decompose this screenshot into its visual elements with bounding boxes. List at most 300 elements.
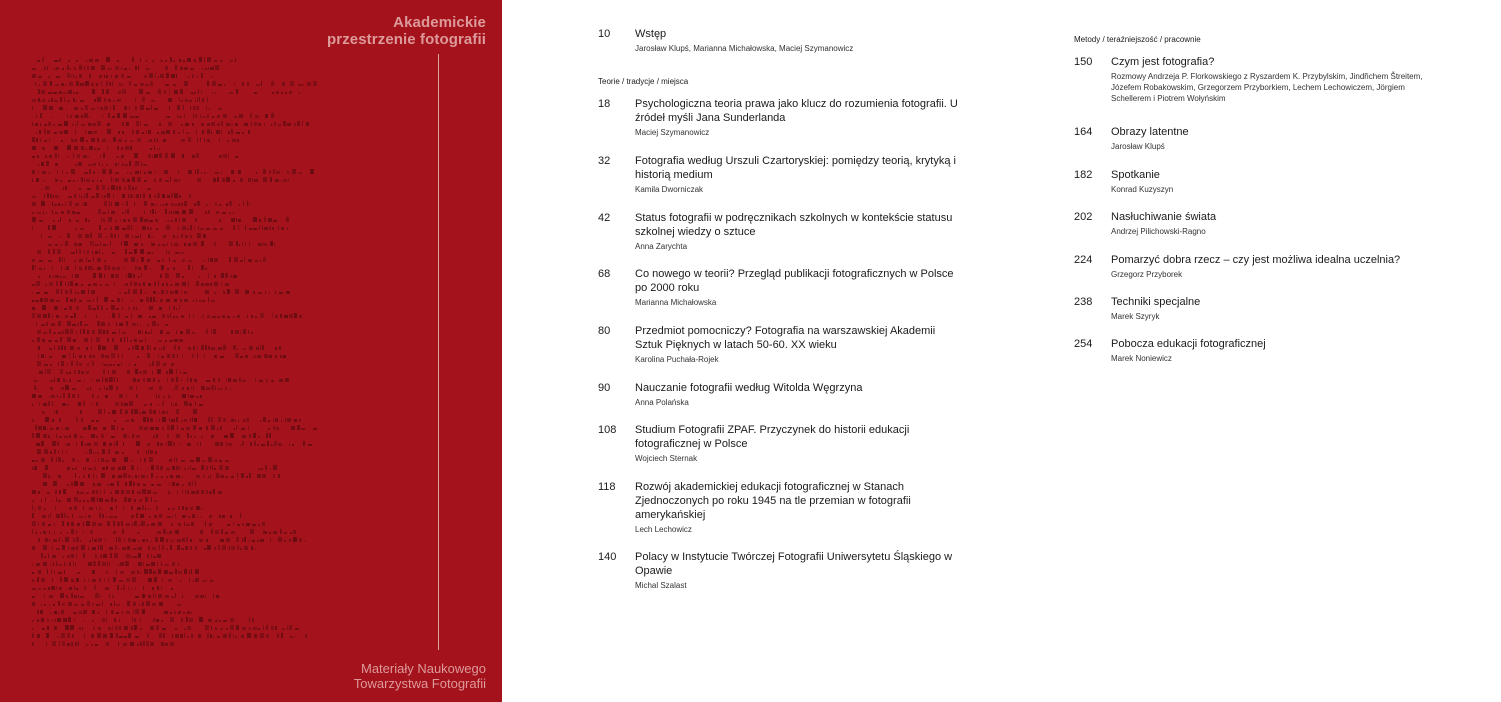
cover-glyph-mark [167,425,170,430]
cover-glyph-mark [226,203,228,206]
cover-glyph-mark [101,354,104,358]
cover-glyph-mark [125,561,129,566]
cover-glyph-mark [71,139,74,142]
cover-glyph-mark [182,355,183,358]
cover-glyph-mark [56,281,58,286]
toc-entry-authors: Michal Szalast [635,581,687,590]
cover-glyph-mark [252,524,256,526]
cover-glyph-mark [215,172,219,174]
cover-glyph-mark [151,203,154,206]
cover-glyph-mark [272,227,274,230]
cover-glyph-mark [94,467,96,470]
cover-glyph-mark [122,332,126,334]
cover-glyph-mark [58,601,60,606]
cover-glyph-mark [193,409,197,414]
cover-glyph-mark [78,460,79,462]
cover-glyph-mark [169,483,170,486]
cover-glyph-mark [233,275,237,278]
cover-glyph-mark [32,620,34,622]
cover-glyph-mark [207,114,209,118]
cover-glyph-mark [108,113,110,118]
cover-glyph-mark [126,321,128,326]
cover-glyph-mark [147,324,149,326]
cover-glyph-mark [140,289,142,294]
cover-glyph-mark [260,539,264,542]
cover-glyph-mark [178,523,181,526]
cover-glyph-mark [84,633,85,638]
cover-glyph-mark [63,276,66,278]
cover-glyph-mark [118,163,119,166]
cover-glyph-mark [303,84,304,86]
cover-glyph-mark [72,275,73,278]
cover-glyph-mark [32,340,34,342]
cover-glyph-mark [121,428,124,430]
cover-glyph-mark [76,92,78,94]
cover-glyph-mark [153,297,155,302]
cover-glyph-mark [145,84,149,86]
cover-glyph-mark [171,402,172,406]
cover-glyph-mark [279,346,281,350]
cover-glyph-mark [190,395,194,398]
cover-glyph-mark [121,67,122,70]
cover-glyph-mark [75,164,77,166]
cover-glyph-mark [256,172,257,174]
cover-glyph-mark [211,131,212,134]
cover-glyph-mark [153,435,155,438]
cover-glyph-mark [136,513,138,518]
cover-glyph-mark [101,322,105,326]
cover-glyph-mark [89,59,93,62]
cover-glyph-mark [99,225,101,230]
cover-glyph-mark [130,642,134,646]
cover-glyph-mark [91,420,94,422]
cover-glyph-mark [193,425,196,430]
cover-glyph-mark [281,633,283,638]
cover-glyph-mark [262,522,265,526]
cover-glyph-mark [225,283,229,286]
cover-glyph-mark [98,329,102,334]
cover-glyph-mark [274,441,277,446]
cover-glyph-mark [299,92,300,94]
cover-glyph-mark [193,113,194,118]
cover-glyph-mark [131,506,133,510]
cover-glyph-mark [191,634,193,638]
cover-glyph-mark [109,547,113,550]
cover-glyph-mark [192,266,193,270]
cover-glyph-mark [240,444,241,446]
cover-glyph-mark [40,298,43,302]
cover-glyph-mark [133,217,137,222]
toc-entry-title: Studium Fotografii ZPAF. Przyczynek do historii edukacji fotograficznej w Polsce [635,424,910,450]
cover-glyph-mark [220,60,223,62]
cover-glyph-mark [157,148,158,150]
cover-glyph-mark [121,521,123,526]
cover-glyph-mark [141,273,142,278]
cover-glyph-mark [160,537,164,542]
cover-glyph-mark [235,330,239,334]
cover-glyph-mark [253,627,257,630]
cover-glyph-mark [86,60,87,62]
cover-glyph-mark [108,99,111,102]
cover-glyph-mark [210,466,211,470]
cover-glyph-mark [206,490,208,494]
cover-glyph-mark [153,571,156,574]
cover-glyph-mark [198,89,199,94]
cover-glyph-mark [227,289,230,294]
cover-glyph-mark [95,59,99,62]
cover-glyph-mark [82,204,83,206]
cover-glyph-mark [32,284,35,286]
cover-glyph-mark [204,172,206,174]
cover-glyph-mark [131,409,133,414]
cover-glyph-mark [73,612,77,614]
cover-glyph-mark [73,74,74,78]
cover-glyph-mark [53,562,54,566]
cover-glyph-mark [139,412,141,414]
cover-glyph-mark [171,596,174,598]
table-of-contents-page [502,0,1501,702]
cover-glyph-mark [71,75,72,78]
cover-glyph-mark [109,385,113,390]
cover-glyph-mark [114,443,115,446]
cover-glyph-mark [46,642,47,646]
cover-glyph-mark [46,161,49,166]
cover-glyph-mark [138,547,142,550]
cover-glyph-mark [47,66,48,70]
cover-glyph-mark [87,363,89,366]
cover-glyph-mark [106,57,110,62]
cover-glyph-mark [158,522,162,526]
cover-glyph-mark [46,212,47,214]
cover-glyph-mark [236,218,237,222]
cover-glyph-mark [94,585,96,590]
cover-glyph-mark [301,428,305,430]
cover-glyph-mark [32,433,34,438]
cover-glyph-mark [151,523,155,526]
cover-glyph-mark [142,539,145,542]
cover-glyph-mark [310,169,314,174]
cover-glyph-mark [167,268,169,270]
cover-glyph-mark [44,364,48,366]
cover-glyph-mark [128,498,131,502]
cover-glyph-mark [244,123,248,126]
cover-glyph-mark [130,140,133,142]
cover-glyph-mark [134,339,137,342]
cover-glyph-mark [199,427,202,430]
cover-glyph-mark [104,364,107,366]
cover-glyph-mark [93,355,95,358]
cover-glyph-mark [124,106,127,110]
cover-glyph-mark [144,404,147,406]
cover-glyph-mark [147,443,150,446]
cover-glyph-mark [77,154,80,158]
cover-glyph-mark [94,148,96,150]
cover-glyph-mark [196,299,197,302]
cover-glyph-mark [194,92,196,94]
cover-glyph-mark [136,386,137,390]
cover-glyph-mark [40,123,41,126]
cover-glyph-mark [313,428,317,430]
cover-glyph-mark [168,98,172,102]
cover-glyph-mark [142,97,145,102]
cover-glyph-mark [167,195,170,198]
cover-glyph-mark [263,169,266,174]
cover-title-line: Akademickie [393,14,486,31]
cover-glyph-mark [103,219,105,222]
cover-glyph-mark [282,82,285,86]
cover-glyph-mark [153,618,155,622]
cover-glyph-mark [159,123,161,126]
cover-glyph-mark [236,425,237,430]
cover-glyph-mark [233,180,235,182]
cover-glyph-mark [100,180,102,182]
cover-glyph-mark [215,530,219,534]
cover-glyph-mark [173,60,175,62]
toc-entry-authors: Lech Lechowicz [635,525,692,534]
cover-glyph-mark [47,130,50,134]
toc-entry-title: Rozwój akademickiej edukacji fotograficznej w Stanach Zjednoczonych po roku 1945 na tle przemian w fotografii amerykańskiej [635,481,911,521]
cover-glyph-mark [32,300,34,302]
cover-glyph-mark [91,434,95,438]
cover-glyph-mark [48,249,50,254]
cover-glyph-mark [94,99,96,102]
cover-glyph-mark [212,92,213,94]
cover-glyph-mark [162,401,164,406]
cover-glyph-mark [101,458,104,462]
cover-glyph-mark [100,242,101,246]
cover-glyph-mark [166,73,169,78]
cover-glyph-mark [181,315,184,318]
cover-glyph-mark [111,305,115,310]
cover-glyph-mark [176,483,179,486]
cover-glyph-mark [198,226,199,230]
cover-glyph-mark [143,164,147,166]
cover-glyph-mark [197,106,199,110]
cover-glyph-mark [144,201,147,206]
cover-glyph-mark [245,290,249,294]
cover-glyph-mark [67,443,70,446]
cover-glyph-mark [52,202,53,206]
cover-glyph-mark [216,595,219,598]
cover-glyph-mark [181,428,184,430]
cover-glyph-mark [77,180,78,182]
cover-glyph-mark [39,268,42,270]
cover-glyph-mark [117,298,120,302]
cover-glyph-mark [176,466,179,470]
toc-entry-title: Fotografia według Urszuli Czartoryskiej: pomiędzy teorią, krytyką i historią medium [635,155,956,181]
cover-glyph-mark [116,156,119,158]
cover-glyph-mark [38,98,40,102]
cover-glyph-mark [76,537,79,542]
cover-glyph-mark [234,116,237,118]
cover-glyph-mark [48,475,50,478]
cover-glyph-mark [50,451,52,454]
cover-glyph-mark [32,146,36,150]
cover-glyph-mark [201,123,204,126]
cover-glyph-mark [93,283,97,286]
cover-glyph-mark [106,89,109,94]
cover-glyph-mark [58,203,60,206]
cover-glyph-mark [188,170,192,174]
cover-glyph-mark [68,156,69,158]
cover-glyph-mark [180,252,184,254]
cover-glyph-mark [241,473,244,478]
cover-glyph-mark [32,292,33,294]
cover-glyph-mark [122,163,123,166]
cover-glyph-mark [220,475,224,478]
cover-glyph-mark [235,156,238,158]
cover-glyph-mark [106,609,107,614]
cover-glyph-mark [176,308,177,310]
cover-glyph-mark [207,123,210,126]
cover-glyph-mark [116,569,117,574]
cover-glyph-mark [58,346,60,350]
cover-glyph-mark [243,329,246,334]
cover-glyph-mark [74,146,78,150]
cover-glyph-mark [205,625,209,630]
cover-glyph-mark [162,417,166,422]
cover-glyph-mark [64,268,65,270]
cover-glyph-mark [138,65,139,70]
cover-glyph-mark [275,355,277,358]
cover-glyph-mark [201,465,204,470]
cover-glyph-mark [129,252,132,254]
cover-glyph-mark [61,361,64,366]
cover-glyph-mark [152,371,153,374]
cover-glyph-mark [32,596,35,598]
cover-glyph-mark [215,92,216,94]
cover-glyph-mark [210,67,214,70]
toc-entry-title: Pomarzyć dobra rzecz – czy jest możliwa idealna uczelnia? [1111,254,1401,266]
cover-glyph-mark [192,468,196,470]
cover-glyph-mark [52,210,53,214]
cover-glyph-mark [73,561,74,566]
toc-entry-title: Spotkanie [1111,169,1160,181]
cover-glyph-mark [49,595,53,598]
cover-glyph-mark [138,330,141,334]
cover-glyph-mark [98,458,99,462]
cover-glyph-mark [132,177,135,182]
cover-glyph-mark [176,316,178,318]
cover-glyph-mark [262,474,266,478]
cover-glyph-mark [53,332,56,334]
cover-glyph-mark [174,611,176,614]
cover-glyph-mark [64,258,65,262]
cover-glyph-mark [107,147,108,150]
cover-glyph-mark [158,395,160,398]
cover-glyph-mark [292,169,296,174]
cover-glyph-mark [35,300,39,302]
cover-glyph-mark [205,268,207,270]
cover-glyph-mark [74,260,76,262]
cover-glyph-mark [177,105,180,110]
cover-glyph-mark [117,378,118,382]
cover-glyph-mark [275,179,279,182]
cover-glyph-mark [213,178,216,182]
cover-glyph-mark [58,321,61,326]
cover-glyph-mark [176,417,178,422]
cover-glyph-mark [213,378,215,382]
cover-glyph-mark [264,354,268,358]
toc-entry-authors: Marianna Michałowska [635,298,717,307]
cover-glyph-mark [255,355,256,358]
cover-glyph-mark [81,108,83,110]
cover-glyph-mark [63,92,67,94]
cover-glyph-mark [106,571,108,574]
cover-glyph-mark [308,444,312,446]
cover-glyph-mark [78,162,82,166]
cover-glyph-mark [257,540,259,542]
cover-glyph-mark [39,260,43,262]
cover-glyph-mark [114,618,116,622]
cover-glyph-mark [135,116,139,118]
cover-glyph-mark [125,210,126,214]
cover-glyph-mark [74,194,76,198]
cover-glyph-mark [236,132,240,134]
cover-glyph-mark [48,435,50,438]
cover-glyph-mark [141,257,144,262]
cover-glyph-mark [96,436,98,438]
cover-glyph-mark [100,595,101,598]
cover-glyph-mark [313,81,317,86]
cover-glyph-mark [57,618,61,622]
cover-glyph-mark [156,476,158,478]
cover-glyph-mark [71,252,75,254]
cover-glyph-mark [134,625,137,630]
cover-glyph-mark [180,580,181,582]
cover-glyph-mark [110,233,113,238]
cover-glyph-mark [118,354,119,358]
cover-glyph-mark [51,395,55,398]
cover-glyph-mark [211,329,212,334]
cover-glyph-mark [54,100,58,102]
cover-glyph-mark [204,138,205,142]
cover-glyph-mark [157,324,159,326]
cover-glyph-mark [192,74,194,78]
cover-glyph-mark [87,500,89,502]
cover-glyph-mark [84,324,88,326]
cover-glyph-mark [122,83,123,86]
cover-glyph-mark [55,212,58,214]
cover-glyph-mark [52,619,53,622]
cover-glyph-mark [280,314,282,318]
cover-glyph-mark [182,154,184,158]
toc-entry-body [635,423,958,464]
cover-glyph-mark [205,290,209,294]
cover-glyph-mark [236,89,238,94]
cover-glyph-mark [121,490,124,494]
cover-glyph-mark [113,137,116,142]
cover-glyph-mark [140,83,144,86]
cover-glyph-mark [42,628,45,630]
cover-glyph-mark [156,506,158,510]
cover-glyph-mark [67,633,70,638]
cover-glyph-mark [176,377,178,382]
cover-glyph-mark [45,538,48,542]
cover-glyph-mark [47,369,51,374]
cover-glyph-mark [186,427,190,430]
cover-glyph-mark [161,131,165,134]
cover-glyph-mark [271,113,274,118]
cover-glyph-mark [146,297,149,302]
cover-glyph-mark [41,354,44,358]
cover-glyph-mark [128,348,130,350]
cover-glyph-mark [219,460,222,462]
cover-glyph-mark [101,81,102,86]
cover-glyph-mark [96,402,98,406]
cover-glyph-mark [34,466,37,470]
cover-glyph-mark [215,627,217,630]
